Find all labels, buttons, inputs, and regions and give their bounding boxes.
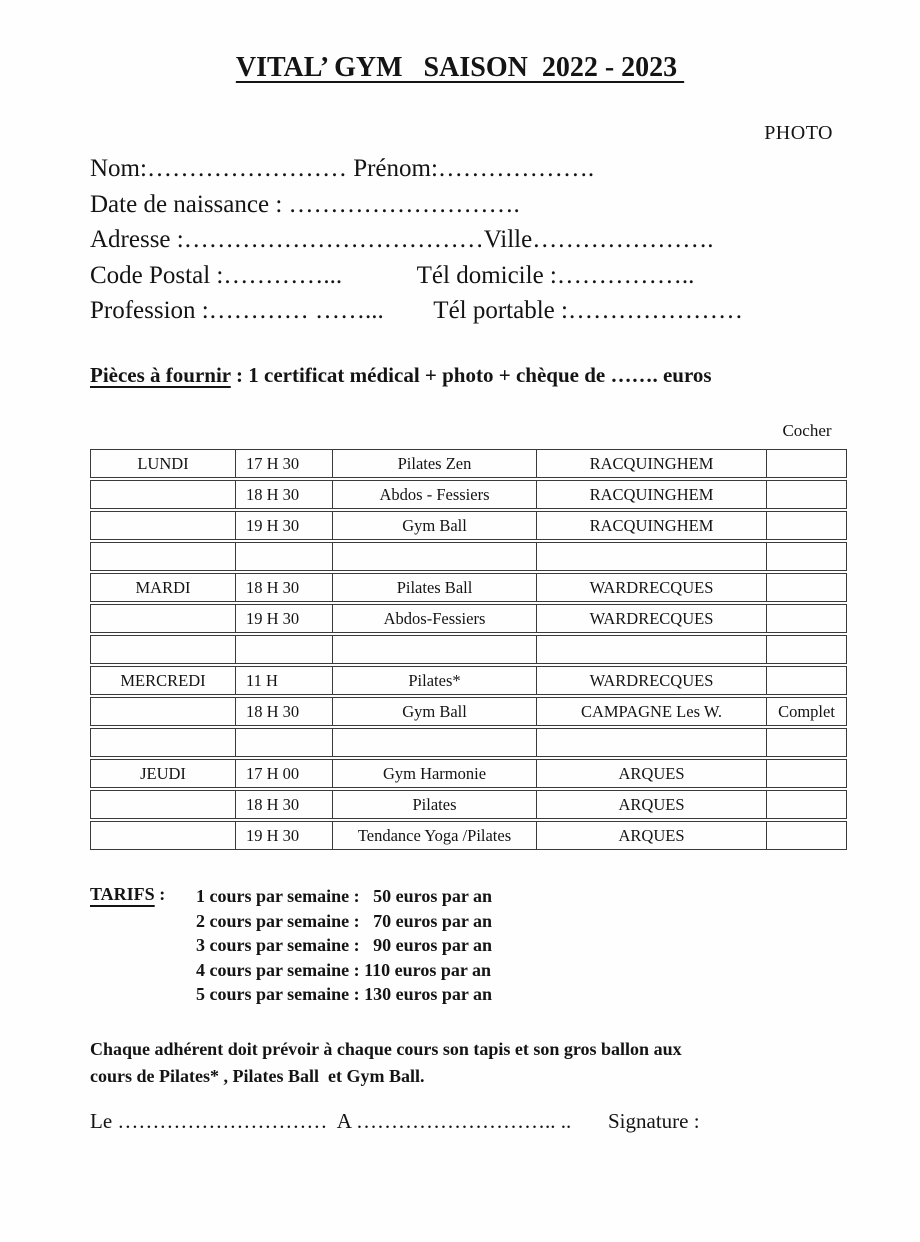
pieces-a-fournir-label: Pièces à fournir [90, 363, 231, 387]
location-cell: ARQUES [537, 821, 767, 850]
check-cell[interactable] [767, 604, 847, 633]
date-place-signature-line: Le ………………………… A ……………………….. .. Signature : [90, 1109, 700, 1133]
location-cell [537, 542, 767, 571]
course-cell: Abdos-Fessiers [333, 604, 537, 633]
schedule-row [90, 511, 847, 540]
tarifs-line-2: 2 cours par semaine : 70 euros par an [196, 910, 493, 931]
photo-label: PHOTO [764, 122, 833, 144]
check-cell[interactable] [767, 511, 847, 540]
location-cell: CAMPAGNE Les W. [537, 697, 767, 726]
schedule-row [90, 821, 847, 850]
tarifs-label-text: TARIFS [90, 884, 155, 904]
day-cell: JEUDI [90, 759, 236, 788]
time-cell: 17 H 00 [236, 759, 333, 788]
schedule-row [90, 604, 847, 633]
time-cell [236, 635, 333, 664]
check-cell[interactable] [767, 821, 847, 850]
location-cell [537, 728, 767, 757]
form-line-adresse-ville: Adresse :………………………………Ville…………………. [90, 226, 714, 254]
day-cell: MERCREDI [90, 666, 236, 695]
schedule-table [90, 447, 847, 852]
pieces-a-fournir-line [90, 363, 712, 388]
course-cell: Tendance Yoga /Pilates [333, 821, 537, 850]
schedule-row [90, 697, 847, 726]
tarifs-section [90, 884, 492, 1007]
check-cell[interactable] [767, 666, 847, 695]
course-cell: Gym Ball [333, 697, 537, 726]
time-cell: 11 H [236, 666, 333, 695]
day-cell: LUNDI [90, 449, 236, 478]
check-cell[interactable] [767, 728, 847, 757]
course-cell: Pilates [333, 790, 537, 819]
location-cell: RACQUINGHEM [537, 449, 767, 478]
check-cell[interactable] [767, 790, 847, 819]
day-cell: MARDI [90, 573, 236, 602]
check-cell[interactable] [767, 542, 847, 571]
cocher-column-header: Cocher [782, 421, 832, 440]
check-cell[interactable] [767, 759, 847, 788]
check-cell[interactable] [767, 449, 847, 478]
course-cell: Abdos - Fessiers [333, 480, 537, 509]
location-cell: WARDRECQUES [537, 573, 767, 602]
pieces-a-fournir-text: : 1 certificat médical + photo + chèque de ……. euros [230, 363, 712, 387]
tarifs-line-3: 3 cours par semaine : 90 euros par an [196, 935, 493, 956]
check-cell[interactable] [767, 635, 847, 664]
day-cell [90, 821, 236, 850]
course-cell: Pilates Ball [333, 573, 537, 602]
location-cell: ARQUES [537, 759, 767, 788]
day-cell [90, 790, 236, 819]
day-cell [90, 697, 236, 726]
day-cell [90, 728, 236, 757]
time-cell: 19 H 30 [236, 604, 333, 633]
time-cell: 17 H 30 [236, 449, 333, 478]
time-cell: 18 H 30 [236, 480, 333, 509]
form-line-date-naissance: Date de naissance : ………………………. [90, 190, 520, 218]
course-cell: Gym Ball [333, 511, 537, 540]
course-cell [333, 728, 537, 757]
tarifs-line-5: 5 cours par semaine : 130 euros par an [196, 984, 493, 1005]
time-cell: 19 H 30 [236, 821, 333, 850]
schedule-row [90, 759, 847, 788]
time-cell: 18 H 30 [236, 573, 333, 602]
location-cell: WARDRECQUES [537, 666, 767, 695]
schedule-row [90, 573, 847, 602]
tarifs-line-4: 4 cours par semaine : 110 euros par an [196, 959, 492, 980]
tarifs-label [90, 884, 170, 905]
check-cell[interactable] [767, 480, 847, 509]
schedule-row [90, 480, 847, 509]
course-cell [333, 542, 537, 571]
time-cell [236, 728, 333, 757]
day-cell [90, 542, 236, 571]
schedule-row-spacer [90, 542, 847, 571]
time-cell: 18 H 30 [236, 790, 333, 819]
form-line-code-postal-tel: Code Postal :…………... Tél domicile :…………….. [90, 261, 695, 289]
tarifs-line-1: 1 cours par semaine : 50 euros par an [196, 886, 493, 906]
schedule-row [90, 449, 847, 478]
day-cell [90, 480, 236, 509]
form-line-profession-tel: Profession :………… ……... Tél portable :………………… [90, 297, 743, 325]
equipment-note-line-2: cours de Pilates* , Pilates Ball et Gym Ball. [90, 1065, 425, 1086]
check-cell[interactable] [767, 573, 847, 602]
day-cell [90, 604, 236, 633]
location-cell: RACQUINGHEM [537, 511, 767, 540]
time-cell: 19 H 30 [236, 511, 333, 540]
course-cell: Gym Harmonie [333, 759, 537, 788]
page-title [0, 52, 920, 84]
tarifs-label-colon: : [154, 884, 170, 904]
form-line-nom-prenom: Nom:…………………… Prénom:………………. [90, 155, 595, 182]
location-cell: WARDRECQUES [537, 604, 767, 633]
course-cell: Pilates* [333, 666, 537, 695]
check-cell[interactable]: Complet [767, 697, 847, 726]
tarifs-price-list [196, 884, 492, 1007]
course-cell: Pilates Zen [333, 449, 537, 478]
schedule-row [90, 666, 847, 695]
day-cell [90, 511, 236, 540]
personal-info-form [90, 151, 743, 329]
time-cell: 18 H 30 [236, 697, 333, 726]
location-cell: ARQUES [537, 790, 767, 819]
equipment-note-line-1: Chaque adhérent doit prévoir à chaque cours son tapis et son gros ballon aux [90, 1039, 682, 1059]
equipment-note [90, 1036, 850, 1089]
location-cell [537, 635, 767, 664]
day-cell [90, 635, 236, 664]
time-cell [236, 542, 333, 571]
schedule-row [90, 790, 847, 819]
schedule-row-spacer [90, 728, 847, 757]
course-cell [333, 635, 537, 664]
location-cell: RACQUINGHEM [537, 480, 767, 509]
schedule-row-spacer [90, 635, 847, 664]
page-title-text: VITAL’ GYM SAISON 2022 - 2023 [235, 52, 685, 83]
